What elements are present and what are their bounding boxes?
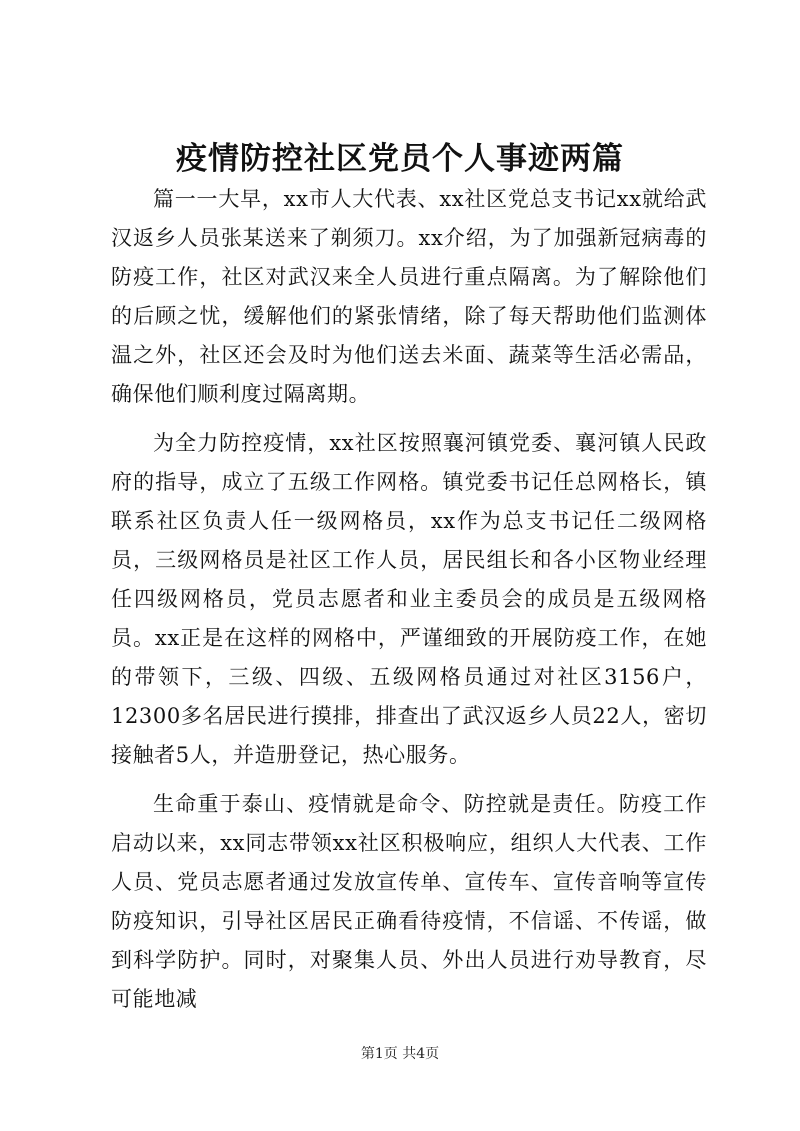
- paragraph-2: 为全力防控疫情，xx社区按照襄河镇党委、襄河镇人民政府的指导，成立了五级工作网格。镇党委书记任总网格长，镇联系社区负责人任一级网格员，xx作为总支书记任二级网格员，三级网格员是社区工作人员，居民组长和各小区物业经理任四级网格员，党员志愿者和业主委员会的成员是五级网格员。xx正是在这样的网格中，严谨细致的开展防疫工作，在她的带领下，三级、四级、五级网格员通过对社区3156户，12300多名居民进行摸排，排查出了武汉返乡人员22人，密切接触者5人，并造册登记，热心服务。: [111, 431, 707, 767]
- paragraph-3: 生命重于泰山、疫情就是命令、防控就是责任。防疫工作启动以来，xx同志带领xx社区积极响应，组织人大代表、工作人员、党员志愿者通过发放宣传单、宣传车、宣传音响等宣传防疫知识，引导社区居民正确看待疫情，不信谣、不传谣，做到科学防护。同时，对聚集人员、外出人员进行劝导教育，尽可能地减: [111, 792, 707, 1011]
- paragraph-1: 篇一一大早，xx市人大代表、xx社区党总支书记xx就给武汉返乡人员张某送来了剃须刀。xx介绍，为了加强新冠病毒的防疫工作，社区对武汉来全人员进行重点隔离。为了解除他们的后顾之忧，缓解他们的紧张情绪，除了每天帮助他们监测体温之外，社区还会及时为他们送去米面、蔬菜等生活必需品，确保他们顺利度过隔离期。: [111, 187, 707, 406]
- document-title: 疫情防控社区党员个人事迹两篇: [176, 141, 624, 177]
- document-body: [111, 180, 707, 1029]
- page-number-footer: 第1页 共4页: [360, 1046, 440, 1062]
